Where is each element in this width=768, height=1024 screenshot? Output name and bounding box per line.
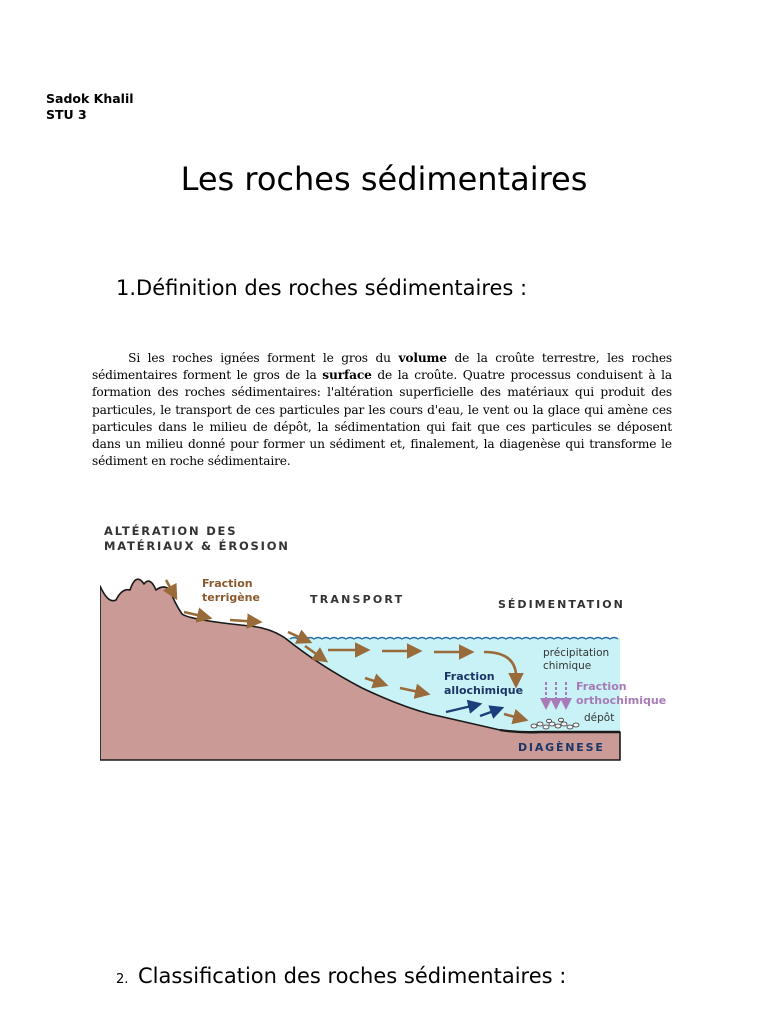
- label-orthochimique-line2: orthochimique: [576, 694, 667, 707]
- author-class: STU 3: [46, 107, 87, 122]
- document-title: Les roches sédimentaires: [180, 160, 588, 198]
- section-2-number: 2.: [116, 972, 129, 987]
- label-allochimique-line1: Fraction: [444, 670, 495, 683]
- paragraph-bold-surface: surface: [322, 368, 372, 383]
- author-block: [46, 91, 134, 123]
- label-orthochimique-line1: Fraction: [576, 680, 627, 693]
- label-sedimentation: SÉDIMENTATION: [498, 598, 625, 611]
- label-fraction-terrigene-line1: Fraction: [202, 577, 253, 590]
- paragraph-text-3: de la croûte. Quatre processus conduisent à la formation des roches sédimentaires: l'altération superficielle des matériaux qui produit des particules, le transport de ces particules par les cours d'eau, le vent ou la glace qui amène ces particules dans le milieu de dépôt, la sédimentation qui fait que ces particules se déposent dans un milieu donné pour former un sédiment et, finalement, la diagenèse qui transforme le sédiment en roche sédimentaire.: [92, 368, 672, 469]
- definition-paragraph: [92, 350, 672, 470]
- label-depot: dépôt: [584, 712, 615, 724]
- paragraph-bold-volume: volume: [398, 351, 447, 365]
- label-allochimique-line2: allochimique: [444, 684, 524, 697]
- author-name: Sadok Khalil: [46, 91, 134, 106]
- section-2-title: Classification des roches sédimentaires :: [138, 964, 567, 988]
- label-precipitation-line2: chimique: [543, 660, 592, 672]
- label-transport: TRANSPORT: [310, 593, 405, 606]
- sedimentation-diagram: [100, 518, 680, 768]
- label-fraction-terrigene-line2: terrigène: [202, 591, 260, 604]
- label-precipitation-line1: précipitation: [543, 647, 610, 659]
- section-1-heading: 1.Définition des roches sédimentaires :: [116, 276, 528, 300]
- paragraph-text-2: de la croûte terrestre, les roches sédimentaires forment le gros de la: [92, 351, 672, 383]
- section-2-heading: [116, 964, 566, 988]
- paragraph-text-1: Si les roches ignées forment le gros du: [128, 351, 399, 365]
- label-alteration-line1: ALTÉRATION DES: [104, 524, 238, 538]
- label-diagenese: DIAGÈNESE: [518, 741, 605, 754]
- label-alteration-line2: MATÉRIAUX & ÉROSION: [104, 539, 290, 553]
